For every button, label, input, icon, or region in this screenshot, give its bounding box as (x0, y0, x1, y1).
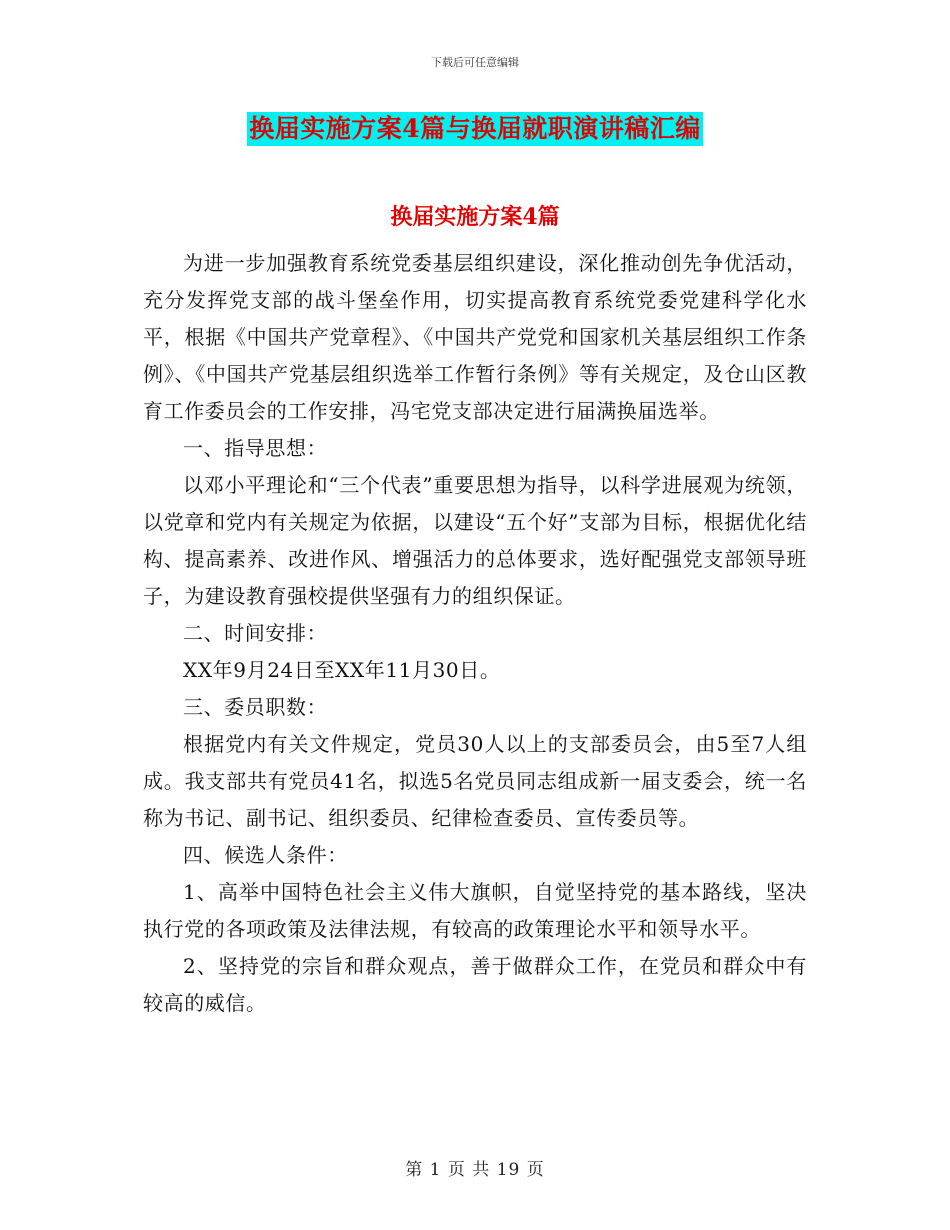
page-footer: 第 1 页 共 19 页 (405, 1160, 545, 1180)
paragraph-criterion-2: 2、坚持党的宗旨和群众观点，善于做群众工作，在党员和群众中有较高的威信。 (143, 954, 807, 1015)
paragraph-criterion-1: 1、高举中国特色社会主义伟大旗帜，自觉坚持党的基本路线，坚决执行党的各项政策及法律法规，有较高的政策理论水平和领导水平。 (143, 880, 807, 941)
page-header-note: 下载后可任意编辑 (431, 56, 519, 69)
paragraph-intro: 为进一步加强教育系统党委基层组织建设，深化推动创先争优活动，充分发挥党支部的战斗堡垒作用，切实提高教育系统党委党建科学化水平，根据《中国共产党章程》、《中国共产党党和国家机关基层组织工作条例》、《中国共产党基层组织选举工作暂行条例》等有关规定，及仓山区教育工作委员会的工作安排，冯宅党支部决定进行届满换届选举。 (143, 251, 807, 423)
heading-guiding-ideology: 一、指导思想： (183, 436, 328, 460)
heading-committee-size: 三、委员职数： (183, 695, 328, 719)
document-body (143, 245, 807, 1022)
heading-candidate-criteria: 四、候选人条件： (183, 843, 348, 867)
paragraph-committee-size: 根据党内有关文件规定，党员30人以上的支部委员会，由5至7人组成。我支部共有党员41名，拟选5名党员同志组成新一届支委会，统一名称为书记、副书记、组织委员、纪律检查委员、宣传委员等。 (143, 732, 807, 830)
main-title-container (0, 112, 950, 146)
heading-schedule: 二、时间安排： (183, 621, 328, 645)
document-title: 换届实施方案4篇与换届就职演讲稿汇编 (247, 112, 702, 146)
paragraph-guiding-ideology: 以邓小平理论和“三个代表”重要思想为指导，以科学进展观为统领，以党章和党内有关规定为依据，以建设“五个好”支部为目标，根据优化结构、提高素养、改进作风、增强活力的总体要求，选好配强党支部领导班子，为建设教育强校提供坚强有力的组织保证。 (143, 473, 807, 608)
paragraph-schedule: XX年9月24日至XX年11月30日。 (183, 658, 501, 682)
section-title: 换届实施方案4篇 (390, 204, 560, 230)
